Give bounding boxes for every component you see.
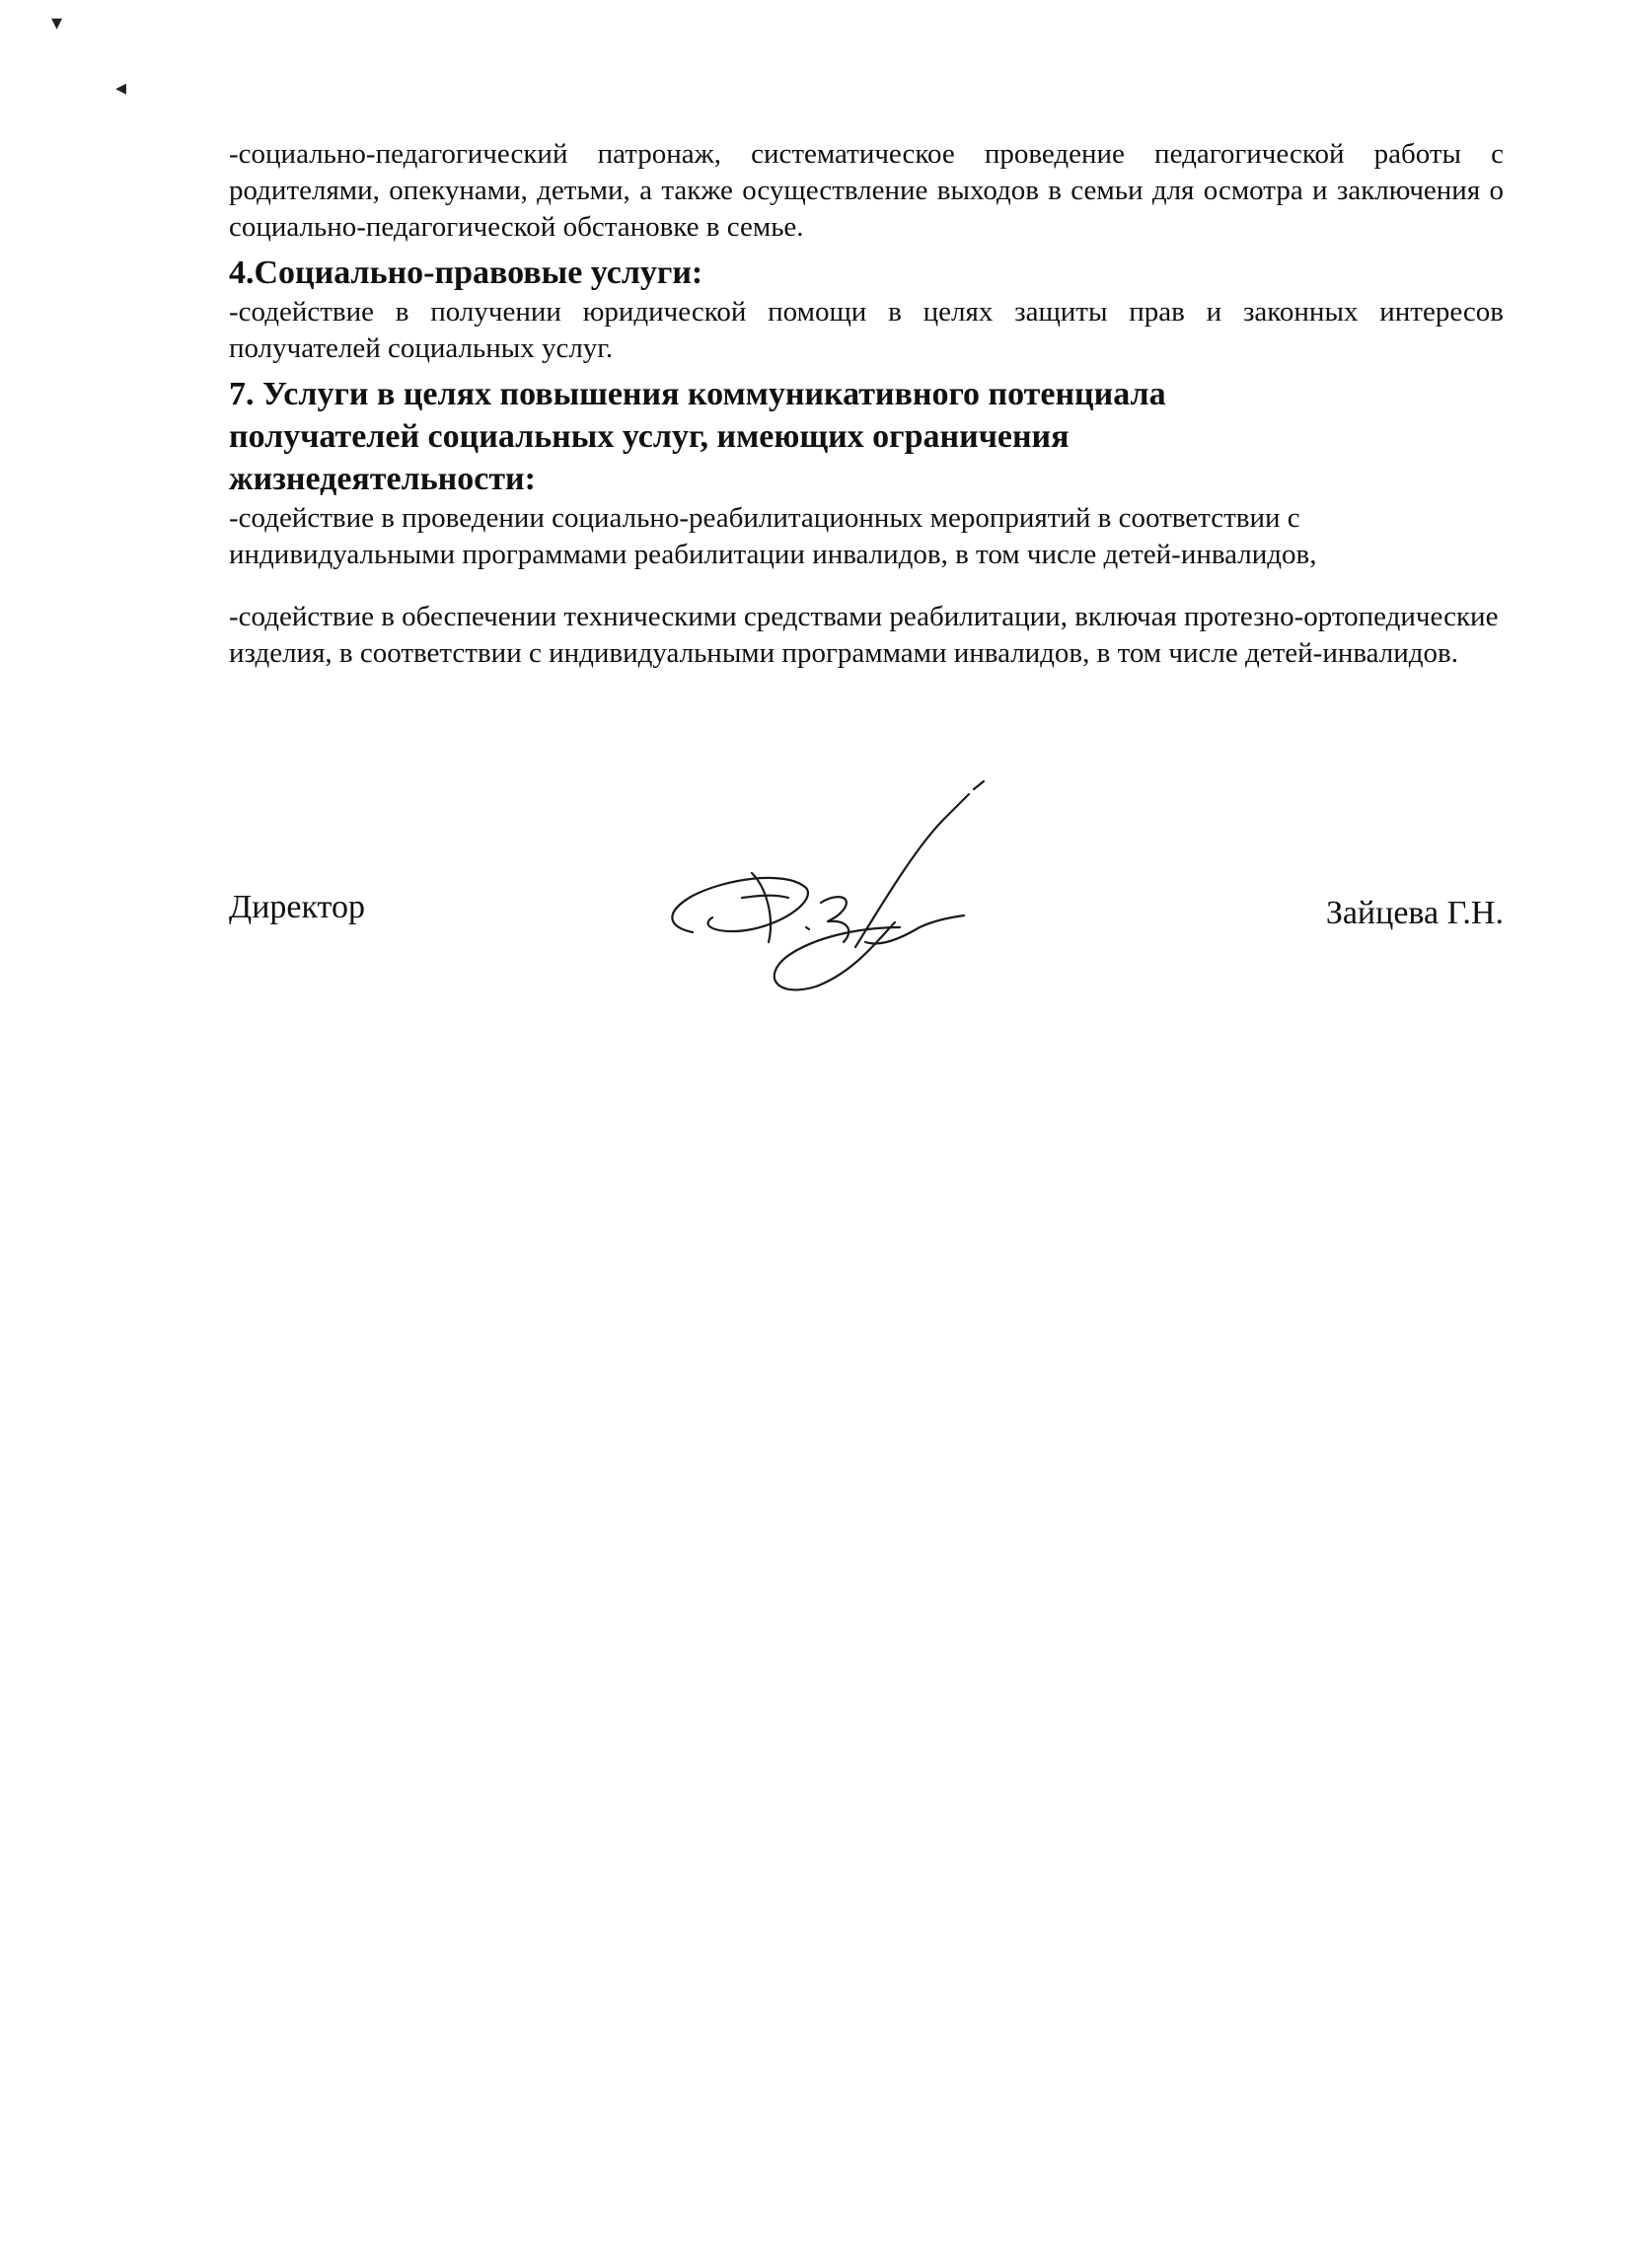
- paragraph-gap: [229, 573, 1504, 599]
- section-heading-7: 7. Услуги в целях повышения коммуникативного потенциала получателей социальных услуг, имеющих ограничения жизнедеятельности:: [229, 376, 1166, 497]
- signer-name: Зайцева Г.Н.: [1325, 895, 1504, 931]
- paragraph-social-pedagogical-patronage: -социально-педагогический патронаж, систематическое проведение педагогической работы с родителями, опекунами, детьми, а также осуществление выходов в семьи для осмотра и заключения о социально-педагогической обстановке в семье.: [229, 138, 1504, 243]
- document-body: [229, 136, 1504, 672]
- signature-block: [229, 779, 1504, 1036]
- paragraph-legal-assistance: -содействие в получении юридической помощи в целях защиты прав и законных интересов получателей социальных услуг.: [229, 296, 1504, 364]
- paragraph-rehabilitation-measures: -содействие в проведении социально-реабилитационных мероприятий в соответствии с индивидуальными программами реабилитации инвалидов, в том числе детей-инвалидов,: [229, 502, 1317, 570]
- scan-speck-icon: ▾: [51, 10, 63, 35]
- scan-speck-icon: ◂: [115, 75, 127, 100]
- signer-position: Директор: [229, 889, 365, 925]
- paragraph-technical-means: -содействие в обеспечении техническими средствами реабилитации, включая протезно-ортопедические изделия, в соответствии с индивидуальными программами инвалидов, в том числе детей-инвалидов.: [229, 601, 1499, 669]
- section-heading-4: 4.Социально-правовые услуги:: [229, 255, 703, 291]
- handwritten-signature-icon: [658, 779, 1043, 1016]
